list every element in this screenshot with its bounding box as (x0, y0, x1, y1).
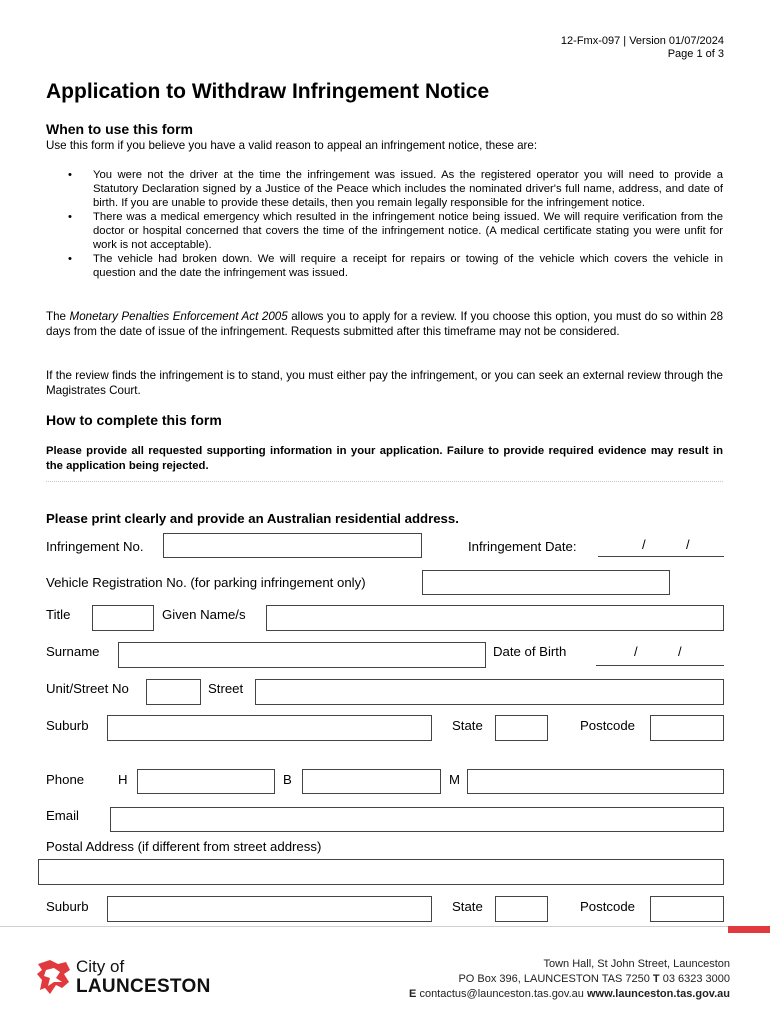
when-intro: Use this form if you believe you have a valid reason to appeal an infringement notice, these are: (46, 139, 538, 152)
form-version (561, 35, 724, 61)
website-link[interactable]: www.launceston.tas.gov.au (586, 988, 730, 1000)
footer-accent (728, 926, 770, 933)
list-item: • You were not the driver at the time the infringement was issued. As the registered operator you will need to provide a Statutory Declaration signed by a Justice of the Peace which includes the nominated driver's full name, address, and date of birth. If you are unable to provide these details, then you remain legally responsible for the infringement notice. (46, 168, 723, 210)
title-label: Title (46, 607, 71, 622)
how-heading: How to complete this form (46, 412, 222, 428)
infringement-no-input[interactable] (163, 533, 422, 558)
footer-divider (0, 926, 728, 927)
title-input[interactable] (92, 605, 154, 631)
infringement-date-label: Infringement Date: (468, 539, 577, 554)
date-separator: / (634, 644, 638, 659)
postal-state-input[interactable] (495, 896, 548, 922)
postal-state-label: State (452, 899, 483, 914)
date-separator: / (686, 537, 690, 552)
phone-business-input[interactable] (302, 769, 441, 794)
surname-input[interactable] (118, 642, 486, 668)
address-line: PO Box 396, LAUNCESTON TAS 7250 T 03 6323 3000 (458, 973, 730, 985)
state-input[interactable] (495, 715, 548, 741)
divider (46, 481, 723, 482)
dob-label: Date of Birth (493, 644, 567, 659)
reason-list (46, 168, 723, 280)
phone-mobile-input[interactable] (467, 769, 724, 794)
postcode-input[interactable] (650, 715, 724, 741)
contact-line: E contactus@launceston.tas.gov.au www.launceston.tas.gov.au (409, 988, 730, 1000)
infringement-date-input[interactable] (598, 537, 724, 557)
suburb-label: Suburb (46, 718, 89, 733)
print-instruction: Please print clearly and provide an Australian residential address. (46, 511, 459, 526)
postal-postcode-label: Postcode (580, 899, 635, 914)
phone-mobile-label: M (449, 772, 460, 787)
phone-home-input[interactable] (137, 769, 275, 794)
postal-label: Postal Address (if different from street address) (46, 839, 322, 854)
given-names-input[interactable] (266, 605, 724, 631)
email-label: Email (46, 808, 79, 823)
given-names-label: Given Name/s (162, 607, 246, 622)
review-paragraph: If the review finds the infringement is to stand, you must either pay the infringement, or you can seek an external review through the Magistrates Court. (46, 369, 723, 397)
street-input[interactable] (255, 679, 724, 705)
unit-input[interactable] (146, 679, 201, 705)
when-heading: When to use this form (46, 121, 193, 137)
infringement-no-label: Infringement No. (46, 539, 144, 554)
list-item: • There was a medical emergency which resulted in the infringement notice being issued. We will require verification from the doctor or hospital concerned that covers the time of the infringement notice. (A medical certificate stating you were unfit for work is not acceptable). (46, 210, 723, 252)
unit-label: Unit/Street No (46, 681, 129, 696)
postal-address-input[interactable] (38, 859, 724, 885)
address-line: Town Hall, St John Street, Launceston (543, 958, 730, 970)
street-label: Street (208, 681, 244, 696)
page-title: Application to Withdraw Infringement Notice (46, 80, 490, 103)
postal-suburb-input[interactable] (107, 896, 432, 922)
date-separator: / (642, 537, 646, 552)
email-input[interactable] (110, 807, 724, 832)
suburb-input[interactable] (107, 715, 432, 741)
state-label: State (452, 718, 483, 733)
date-separator: / (678, 644, 682, 659)
vehicle-reg-label: Vehicle Registration No. (for parking infringement only) (46, 575, 366, 590)
form-code: 12-Fmx-097 | Version 01/07/2024 (560, 35, 724, 47)
city-logo-icon (36, 958, 72, 996)
act-name: Monetary Penalties Enforcement Act 2005 (69, 310, 288, 323)
page-number: Page 1 of 3 (667, 48, 724, 60)
email-link[interactable]: contactus@launceston.tas.gov.au (416, 988, 587, 1000)
surname-label: Surname (46, 644, 100, 659)
list-item: • The vehicle had broken down. We will require a receipt for repairs or towing of the vehicle which covers the vehicle in question and the date the infringement was issued. (46, 252, 723, 280)
act-paragraph: The Monetary Penalties Enforcement Act 2005 allows you to apply for a review. If you choose this option, you must do so within 28 days from the date of issue of the infringement. Requests submitted after this timeframe may not be considered. (46, 310, 724, 338)
dob-input[interactable] (596, 643, 724, 666)
postcode-label: Postcode (580, 718, 635, 733)
logo-city-of: City of (76, 957, 125, 976)
phone-home-label: H (118, 772, 128, 787)
logo-launceston: LAUNCESTON (76, 976, 211, 997)
postal-postcode-input[interactable] (650, 896, 724, 922)
postal-suburb-label: Suburb (46, 899, 89, 914)
council-address (409, 957, 730, 1002)
phone-label: Phone (46, 772, 85, 787)
vehicle-reg-input[interactable] (422, 570, 670, 595)
evidence-notice: Please provide all requested supporting information in your application. Failure to provide required evidence may result in the application being rejected. (46, 445, 723, 472)
phone-business-label: B (283, 772, 292, 787)
